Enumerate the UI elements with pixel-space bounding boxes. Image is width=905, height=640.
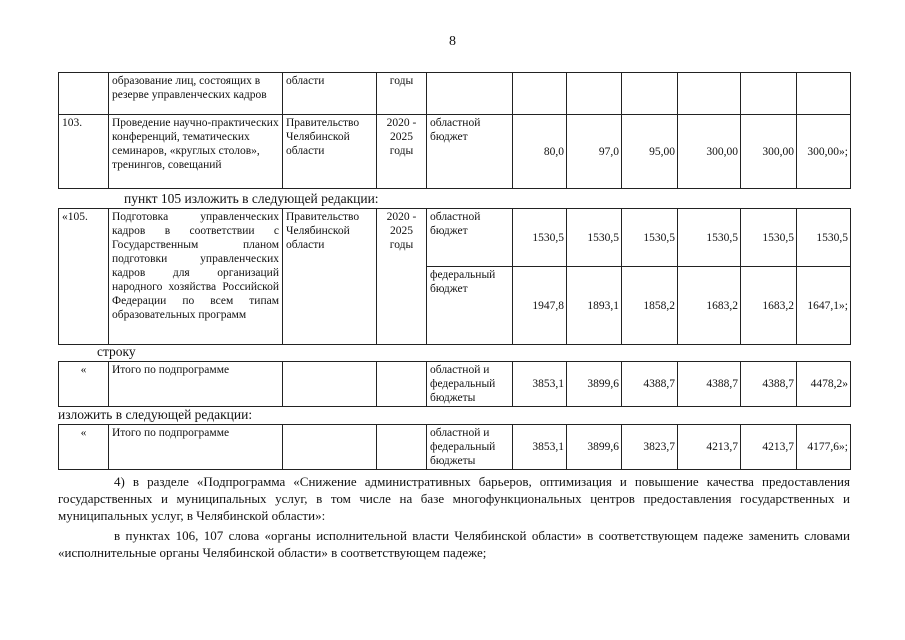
cell-source: областной и федеральный бюджеты: [427, 362, 513, 407]
cell-value: 3823,7: [622, 425, 678, 470]
cell-source: областной бюджет: [427, 115, 513, 189]
note-stroku: строку: [97, 344, 136, 359]
program-table-top: [58, 72, 851, 189]
cell-value: 1530,5: [567, 209, 622, 267]
cell-value: 4177,6»;: [797, 425, 851, 470]
cell-value: 1530,5: [678, 209, 741, 267]
paragraph-section-4: 4) в разделе «Подпрограмма «Снижение административных барьеров, оптимизация и повышение качества предоставления государственных и муниципальных услуг, в том числе на базе многофункциональных центров предоставления государственных и муниципальных услуг, в Челябинской области»:: [58, 474, 850, 523]
cell-period: 2020 - 2025 годы: [377, 115, 427, 189]
note-izlozhit: изложить в следующей редакции:: [58, 407, 253, 422]
cell-number: «: [59, 362, 109, 407]
cell-number: «: [59, 425, 109, 470]
cell-value: 80,0: [513, 115, 567, 189]
cell-number: 103.: [59, 115, 109, 189]
table-row: [59, 209, 851, 267]
cell-executor: Правительство Челябинской области: [283, 115, 377, 189]
cell-value: 1530,5: [513, 209, 567, 267]
table-row: [59, 115, 851, 189]
cell-value: 1858,2: [622, 267, 678, 345]
cell-value: 1683,2: [678, 267, 741, 345]
program-table-105: [58, 208, 851, 345]
cell-value: 300,00: [741, 115, 797, 189]
cell-name: Подготовка управленческих кадров в соответствии с Государственным планом подготовки управленческих кадров для организаций народного хозяйства Российской Федерации по всем типам образовательных программ: [109, 209, 283, 345]
cell-value: 4478,2»: [797, 362, 851, 407]
total-table-old: [58, 361, 851, 407]
cell-value: 4213,7: [678, 425, 741, 470]
cell-value: 3899,6: [567, 362, 622, 407]
cell-name: Проведение научно-практических конференций, тематических семинаров, «круглых столов», тренингов, совещаний: [109, 115, 283, 189]
cell-value: 4388,7: [678, 362, 741, 407]
cell-value: 97,0: [567, 115, 622, 189]
cell-value: 4213,7: [741, 425, 797, 470]
cell-value: 1893,1: [567, 267, 622, 345]
cell-name: образование лиц, состоящих в резерве управленческих кадров: [109, 73, 283, 115]
table-row: [59, 425, 851, 470]
cell-executor: Правительство Челябинской области: [283, 209, 377, 345]
cell-value: 3899,6: [567, 425, 622, 470]
cell-value: 1530,5: [622, 209, 678, 267]
table-row: [59, 73, 851, 115]
total-table-new: [58, 424, 851, 470]
cell-name: Итого по подпрограмме: [109, 425, 283, 470]
cell-name: Итого по подпрограмме: [109, 362, 283, 407]
cell-value: 4388,7: [741, 362, 797, 407]
note-item-105: пункт 105 изложить в следующей редакции:: [124, 191, 379, 206]
cell-value: 1683,2: [741, 267, 797, 345]
table-row: [59, 362, 851, 407]
cell-number: «105.: [59, 209, 109, 345]
cell-value: 1647,1»;: [797, 267, 851, 345]
cell-value: 3853,1: [513, 425, 567, 470]
cell-value: 3853,1: [513, 362, 567, 407]
cell-value: 300,00»;: [797, 115, 851, 189]
cell-value: 95,00: [622, 115, 678, 189]
paragraph-items-106-107: в пунктах 106, 107 слова «органы исполнительной власти Челябинской области» в соответствующем падеже заменить словами «исполнительные органы Челябинской области» в соответствующем падеже;: [58, 528, 850, 560]
cell-value: 1530,5: [797, 209, 851, 267]
cell-source: областной и федеральный бюджеты: [427, 425, 513, 470]
cell-executor: области: [283, 73, 377, 115]
cell-value: 1530,5: [741, 209, 797, 267]
page-number: 8: [449, 34, 456, 49]
cell-value: 4388,7: [622, 362, 678, 407]
cell-value: 1947,8: [513, 267, 567, 345]
cell-period: 2020 - 2025 годы: [377, 209, 427, 345]
cell-period: годы: [377, 73, 427, 115]
cell-value: 300,00: [678, 115, 741, 189]
cell-source: федеральный бюджет: [427, 267, 513, 345]
cell-source: областной бюджет: [427, 209, 513, 267]
